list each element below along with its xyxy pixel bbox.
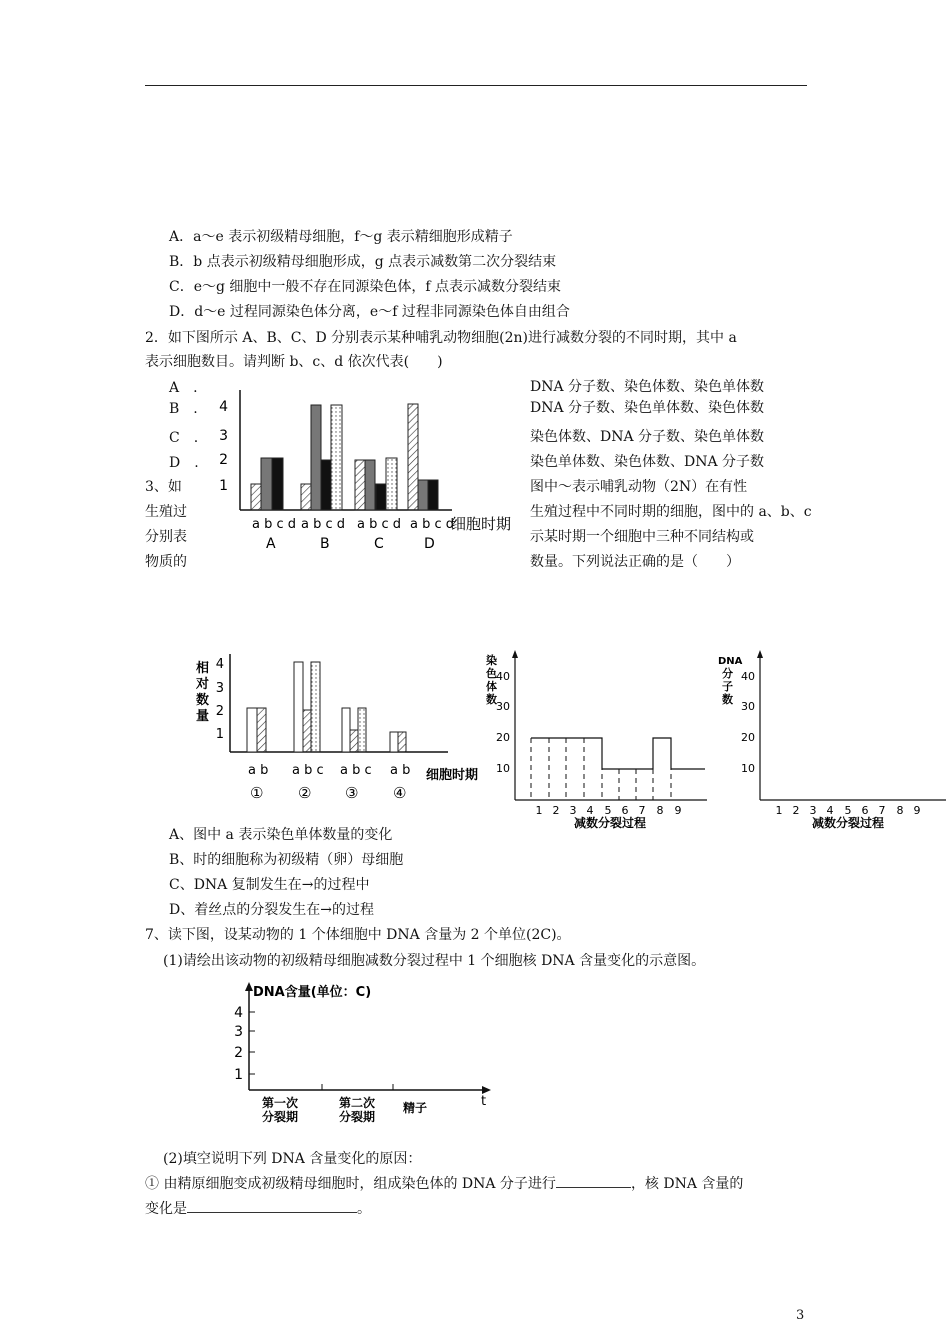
svg-text:2: 2 [552,804,560,817]
svg-text:40: 40 [741,670,755,683]
q2-stem-line2: 表示细胞数目。请判断 b、c、d 依次代表( ) [145,354,443,370]
chart5-xaxis-end: t [481,1094,487,1109]
chart3-line [531,738,705,769]
q3-option-a: A、图中 a 表示染色单体数量的变化 [169,827,393,843]
bar-4-a [390,732,398,752]
svg-text:20: 20 [741,731,755,744]
chart3-ytick-40: 40 [496,670,510,683]
answer-blank-1[interactable] [556,1175,631,1188]
q2-option-c-text: 染色体数、DNA 分子数、染色单体数 [530,429,765,445]
q7-part2: (2)填空说明下列 DNA 含量变化的原因： [163,1151,422,1167]
chart2-ytick-1: 1 [215,727,224,742]
chart2-ylabel-3: 数 [196,693,210,708]
chart5-xlabel-3: 精子 [402,1101,428,1115]
chart1-xlabel: 细胞时期 [451,515,512,533]
chart-q2-bars [219,382,520,552]
chart2-group-4: ④ [393,784,407,802]
chart2-ytick-2: 2 [215,704,224,719]
svg-text:1: 1 [775,804,783,817]
bar-A-a [251,484,261,510]
bar-1-b [257,708,266,752]
chart2-group-3: ③ [345,784,359,802]
bar-D-c [428,480,438,510]
q7-fill2-after: 。 [357,1201,371,1217]
q3-option-b: B、时的细胞称为初级精（卵）母细胞 [169,852,404,868]
chart1-group-D: D [424,536,435,552]
svg-text:3: 3 [809,804,817,817]
chart5-ytick-1: 1 [234,1067,243,1083]
svg-text:3: 3 [569,804,577,817]
chart5-xlabel-2b: 分裂期 [338,1110,376,1124]
svg-text:5: 5 [844,804,852,817]
chart2-ytick-4: 4 [215,657,224,672]
answer-blank-2[interactable] [187,1200,357,1213]
chart3-ylabel-1: 染 [486,654,497,667]
svg-text:1: 1 [535,804,543,817]
bar-D-b [418,480,428,510]
svg-text:6: 6 [621,804,629,817]
chart3-ytick-30: 30 [496,700,510,713]
bar-C-d [386,458,397,510]
q1-option-d: D．d～e 过程同源染色体分离，e～f 过程非同源染色体自由组合 [169,304,570,320]
bar-B-a [301,484,311,510]
q7-fill2-before: 变化是 [145,1201,187,1217]
chart1-ytick-1: 1 [219,478,228,494]
chart1-ytick-2: 2 [219,452,228,468]
bar-A-c [272,458,283,510]
chart1-letters-A: a b c d [252,517,297,532]
chart1-group-C: C [374,536,384,552]
q2-letter-c: C . [169,430,199,446]
bar-B-b [311,405,321,510]
chart2-ytick-3: 3 [215,681,224,696]
svg-text:4: 4 [586,804,594,817]
bar-B-c [321,460,331,510]
q7-fill1-before: ① 由精原细胞变成初级精母细胞时，组成染色体的 DNA 分子进行 [145,1176,556,1192]
chart2-letters-1: a b [248,763,269,778]
chart2-group-1: ① [250,784,264,802]
svg-text:2: 2 [792,804,800,817]
chart5-ylabel: DNA含量(单位：C) [253,985,372,1000]
bar-B-d [331,405,342,510]
bar-A-b [261,458,272,510]
page-number: 3 [796,1308,805,1323]
bar-1-a [247,708,257,752]
chart5-ytick-4: 4 [234,1005,243,1021]
svg-text:9: 9 [913,804,921,817]
chart2-group-2: ② [298,784,312,802]
bar-3-c [358,708,366,752]
q3-option-d: D、着丝点的分裂发生在→的过程 [169,902,374,918]
chart5-xlabel-1a: 第一次 [261,1096,299,1110]
q1-option-b: B．b 点表示初级精母细胞形成，g 点表示减数第二次分裂结束 [169,254,557,270]
chart3-ytick-10: 10 [496,762,510,775]
q3-right-1: 图中～表示哺乳动物（2N）在有性 [530,479,748,495]
svg-text:7: 7 [638,804,646,817]
q7-fill2 [145,1200,371,1218]
chart2-ylabel-1: 相 [196,661,210,676]
chart2-letters-4: a b [390,763,411,778]
q2-option-a-text: DNA 分子数、染色体数、染色单体数 [530,379,765,395]
chart1-ytick-4: 4 [219,399,228,415]
chart2-ylabel-2: 对 [196,677,210,692]
chart4-xlabel: 减数分裂过程 [811,816,885,830]
bar-C-c [376,484,386,510]
chart4-ylabel-3: 子 [722,680,733,693]
svg-text:5: 5 [604,804,612,817]
svg-text:8: 8 [656,804,664,817]
chart-q3-bars [190,648,480,808]
bar-2-a [294,662,303,752]
chart4-ylabel-1: DNA [718,656,743,667]
svg-text:9: 9 [674,804,682,817]
chart1-group-A: A [266,536,276,552]
header-rule [145,85,807,86]
bar-C-a [355,460,365,510]
q7-title: 7、读下图，设某动物的 1 个体细胞中 DNA 含量为 2 个单位(2C)。 [145,927,571,943]
chart5-ytick-2: 2 [234,1045,243,1061]
q2-letter-b: B . [169,401,198,417]
chart2-letters-2: a b c [292,763,324,778]
q2-letter-a: A . [169,380,198,396]
bar-2-b [303,710,311,752]
chart5-xlabel-2a: 第二次 [338,1096,376,1110]
q3-left-4: 物质的 [145,554,187,570]
svg-text:8: 8 [896,804,904,817]
bar-3-b [350,730,358,752]
chart3-ylabel-3: 体 [486,680,497,693]
q3-right-2: 生殖过程中不同时期的细胞，图中的 a、b、c [530,504,812,520]
chart-dna-empty [716,650,948,830]
q3-left-2: 生殖过 [145,504,187,520]
chart1-letters-B: a b c d [301,517,346,532]
svg-text:7: 7 [878,804,886,817]
bar-2-c [311,662,320,752]
q3-right-4: 数量。下列说法正确的是（ ） [530,554,740,570]
chart-chromosome-line [482,650,714,830]
q3-left-1: 3、如 [145,479,182,495]
q1-option-a: A．a～e 表示初级精母细胞，f～g 表示精细胞形成精子 [169,229,513,245]
chart2-ylabel-4: 量 [196,709,210,724]
chart2-letters-3: a b c [340,763,372,778]
chart4-ylabel-2: 分 [722,667,733,680]
chart1-ytick-3: 3 [219,428,228,444]
chart1-group-B: B [320,536,330,552]
svg-text:6: 6 [861,804,869,817]
chart3-ytick-20: 20 [496,731,510,744]
q7-fill1 [145,1175,743,1193]
q3-left-3: 分别表 [145,529,187,545]
q1-option-c: C．e～g 细胞中一般不存在同源染色体，f 点表示减数分裂结束 [169,279,562,295]
q2-option-b-text: DNA 分子数、染色单体数、染色体数 [530,400,765,416]
chart5-ytick-3: 3 [234,1024,243,1040]
q2-letter-d: D . [169,455,199,471]
bar-3-a [342,708,350,752]
q3-right-3: 示某时期一个细胞中三种不同结构或 [530,529,754,545]
chart2-xlabel: 细胞时期 [426,768,479,783]
q7-part1: (1)请绘出该动物的初级精母细胞减数分裂过程中 1 个细胞核 DNA 含量变化的示意图。 [163,953,706,969]
q3-option-c: C、DNA 复制发生在→的过程中 [169,877,370,893]
q2-option-d-text: 染色单体数、染色体数、DNA 分子数 [530,454,765,470]
q7-fill1-after: ，核 DNA 含量的 [630,1176,744,1192]
svg-text:30: 30 [741,700,755,713]
chart3-ylabel-4: 数 [486,693,497,706]
svg-text:4: 4 [826,804,834,817]
chart-dna-content-axes [225,982,505,1127]
bar-C-b [365,460,375,510]
chart3-ylabel-2: 色 [486,667,497,680]
bar-4-b [398,732,406,752]
chart4-ylabel-4: 数 [722,693,733,706]
bar-D-a [408,404,418,510]
chart1-letters-D: a b c d [410,517,455,532]
chart3-xlabel: 减数分裂过程 [573,816,647,830]
chart1-letters-C: a b c d [357,517,402,532]
q2-stem-line1: 2．如下图所示 A、B、C、D 分别表示某种哺乳动物细胞(2n)进行减数分裂的不同时期，其中 a [145,330,737,346]
chart5-xlabel-1b: 分裂期 [261,1110,299,1124]
svg-text:10: 10 [741,762,755,775]
